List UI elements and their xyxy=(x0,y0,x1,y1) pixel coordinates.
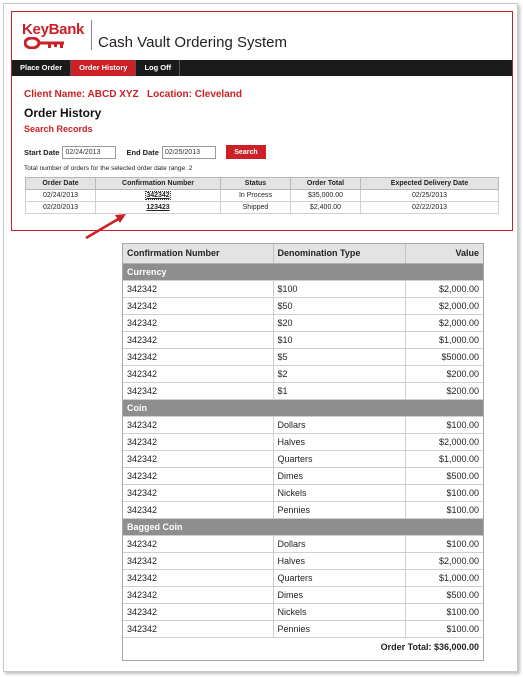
confirmation-number: 342342 xyxy=(123,382,273,399)
table-row xyxy=(123,365,483,382)
nav-tab-place-order[interactable]: Place Order xyxy=(12,60,71,76)
denomination-value: $100.00 xyxy=(405,535,483,552)
denomination-value: $1,000.00 xyxy=(405,569,483,586)
confirmation-number: 342342 xyxy=(123,484,273,501)
denomination-value: $200.00 xyxy=(405,365,483,382)
order-total: $35,000.00 xyxy=(291,190,361,202)
denomination-type: Nickels xyxy=(273,603,405,620)
confirmation-number: 342342 xyxy=(123,620,273,637)
denomination-type: Nickels xyxy=(273,484,405,501)
confirmation-number: 342342 xyxy=(123,467,273,484)
col-denomination-type: Denomination Type xyxy=(273,244,405,263)
confirmation-number: 342342 xyxy=(123,569,273,586)
confirmation-number: 342342 xyxy=(123,348,273,365)
table-row xyxy=(123,433,483,450)
confirmation-cell xyxy=(96,190,221,202)
denomination-type: Dimes xyxy=(273,467,405,484)
confirmation-number: 342342 xyxy=(123,501,273,518)
denomination-value: $2,000.00 xyxy=(405,552,483,569)
order-status: In Process xyxy=(221,190,291,202)
confirmation-link[interactable]: 342342 xyxy=(146,192,170,199)
denomination-value: $2,000.00 xyxy=(405,280,483,297)
page-title: Order History xyxy=(24,106,102,120)
table-row xyxy=(123,280,483,297)
denomination-value: $200.00 xyxy=(405,382,483,399)
denomination-value: $2,000.00 xyxy=(405,433,483,450)
order-status: Shipped xyxy=(221,202,291,214)
denomination-value: $5000.00 xyxy=(405,348,483,365)
order-total: $2,400.00 xyxy=(291,202,361,214)
table-row xyxy=(123,467,483,484)
app-window xyxy=(11,11,513,231)
denomination-type: $1 xyxy=(273,382,405,399)
denomination-type: Quarters xyxy=(273,569,405,586)
order-date: 02/24/2013 xyxy=(26,190,96,202)
group-label: Bagged Coin xyxy=(123,518,483,535)
denomination-type: Pennies xyxy=(273,620,405,637)
table-row xyxy=(123,603,483,620)
denomination-type: $100 xyxy=(273,280,405,297)
confirmation-number: 342342 xyxy=(123,535,273,552)
table-row xyxy=(123,484,483,501)
table-row xyxy=(123,552,483,569)
start-date-input[interactable] xyxy=(62,146,116,159)
start-date-label: Start Date xyxy=(24,147,60,157)
order-detail-table xyxy=(123,244,483,656)
col-expected-delivery: Expected Delivery Date xyxy=(361,178,499,190)
denomination-type: $50 xyxy=(273,297,405,314)
denomination-type: Pennies xyxy=(273,501,405,518)
table-row xyxy=(123,331,483,348)
denomination-value: $100.00 xyxy=(405,620,483,637)
expected-delivery-date: 02/25/2013 xyxy=(361,190,499,202)
confirmation-number: 342342 xyxy=(123,552,273,569)
table-row xyxy=(123,314,483,331)
denomination-type: Dollars xyxy=(273,535,405,552)
table-row xyxy=(123,569,483,586)
col-order-total: Order Total xyxy=(291,178,361,190)
date-filter xyxy=(24,145,266,159)
denomination-type: Dollars xyxy=(273,416,405,433)
order-date: 02/20/2013 xyxy=(26,202,96,214)
table-row xyxy=(123,586,483,603)
denomination-value: $500.00 xyxy=(405,586,483,603)
end-date-input[interactable] xyxy=(162,146,216,159)
orders-table xyxy=(25,177,499,214)
denomination-type: $10 xyxy=(273,331,405,348)
denomination-type: $5 xyxy=(273,348,405,365)
search-button[interactable]: Search xyxy=(226,145,266,159)
header xyxy=(12,12,512,60)
col-order-date: Order Date xyxy=(26,178,96,190)
confirmation-number: 342342 xyxy=(123,603,273,620)
orders-header-row xyxy=(26,178,499,190)
confirmation-number: 342342 xyxy=(123,365,273,382)
order-total: Order Total: $36,000.00 xyxy=(380,641,479,652)
confirmation-number: 342342 xyxy=(123,433,273,450)
denomination-type: $2 xyxy=(273,365,405,382)
group-header-row xyxy=(123,518,483,535)
group-label: Coin xyxy=(123,399,483,416)
confirmation-number: 342342 xyxy=(123,586,273,603)
denomination-type: Dimes xyxy=(273,586,405,603)
denomination-value: $500.00 xyxy=(405,467,483,484)
detail-header-row xyxy=(123,244,483,263)
denomination-value: $100.00 xyxy=(405,484,483,501)
order-detail-panel xyxy=(122,243,484,661)
col-confirmation-number: Confirmation Number xyxy=(96,178,221,190)
denomination-value: $100.00 xyxy=(405,501,483,518)
table-row xyxy=(123,297,483,314)
denomination-value: $1,000.00 xyxy=(405,331,483,348)
keybank-logo: KeyBank xyxy=(22,21,85,38)
nav-bar xyxy=(12,60,512,76)
denomination-type: Halves xyxy=(273,433,405,450)
confirmation-number: 342342 xyxy=(123,331,273,348)
client-info: Client Name: ABCD XYZ Location: Cleveland xyxy=(24,89,242,100)
table-row xyxy=(123,450,483,467)
denomination-type: $20 xyxy=(273,314,405,331)
table-row xyxy=(123,535,483,552)
app-title: Cash Vault Ordering System xyxy=(98,34,287,51)
table-row xyxy=(123,416,483,433)
col-value: Value xyxy=(405,244,483,263)
denomination-type: Halves xyxy=(273,552,405,569)
logo-divider xyxy=(91,20,92,50)
confirmation-number: 342342 xyxy=(123,416,273,433)
group-header-row xyxy=(123,263,483,280)
table-row xyxy=(123,620,483,637)
confirmation-number: 342342 xyxy=(123,297,273,314)
nav-tab-log-off[interactable]: Log Off xyxy=(136,60,180,76)
table-row xyxy=(123,501,483,518)
arrow-icon xyxy=(82,212,128,242)
confirmation-number: 342342 xyxy=(123,280,273,297)
denomination-value: $100.00 xyxy=(405,416,483,433)
order-total-row xyxy=(123,637,483,656)
col-confirmation-number: Confirmation Number xyxy=(123,244,273,263)
table-row xyxy=(123,382,483,399)
end-date-label: End Date xyxy=(126,147,159,157)
denomination-value: $1,000.00 xyxy=(405,450,483,467)
table-row xyxy=(123,348,483,365)
denomination-value: $2,000.00 xyxy=(405,314,483,331)
group-header-row xyxy=(123,399,483,416)
section-subtitle: Search Records xyxy=(24,124,93,134)
denomination-type: Quarters xyxy=(273,450,405,467)
key-icon xyxy=(24,37,76,49)
confirmation-link[interactable]: 123423 xyxy=(146,204,170,211)
group-label: Currency xyxy=(123,263,483,280)
col-status: Status xyxy=(221,178,291,190)
order-count: Total number of orders for the selected order date range: 2 xyxy=(24,165,193,172)
denomination-value: $2,000.00 xyxy=(405,297,483,314)
expected-delivery-date: 02/22/2013 xyxy=(361,202,499,214)
confirmation-number: 342342 xyxy=(123,450,273,467)
table-row[interactable] xyxy=(26,190,499,202)
denomination-value: $100.00 xyxy=(405,603,483,620)
confirmation-number: 342342 xyxy=(123,314,273,331)
nav-tab-order-history[interactable]: Order History xyxy=(71,60,136,76)
